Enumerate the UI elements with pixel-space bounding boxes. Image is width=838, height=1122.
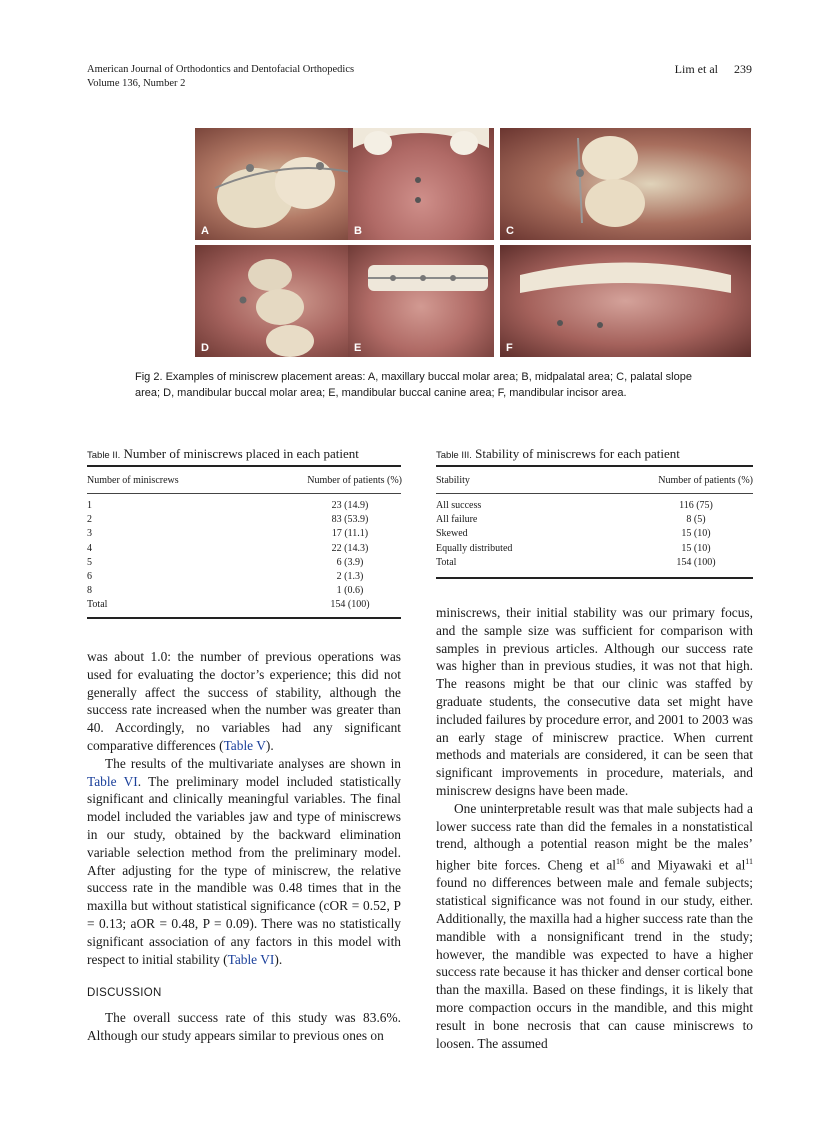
cell: 15 (10)	[681, 542, 711, 554]
text: ).	[265, 737, 274, 753]
table-row	[87, 513, 401, 527]
paragraph	[436, 800, 753, 1053]
photo-mandibular-buccal-canine	[348, 245, 494, 357]
cell: 2 (1.3)	[336, 570, 364, 582]
table-row	[436, 499, 753, 513]
panel-label: F	[506, 342, 513, 354]
table-row	[87, 499, 401, 513]
figure-2	[195, 128, 751, 355]
text: was about 1.0: the number of previous operations was used for evaluating the doctor’s experience; this did not generally affect the success of stability, although the success rate increased when the number was greater than 40. Accordingly, no variables had any significant comparative differences (	[87, 649, 401, 753]
table-3-header-col2: Number of patients (%)	[658, 475, 753, 486]
running-header-left	[87, 63, 354, 91]
cell: 3	[87, 528, 92, 540]
photo-mandibular-incisor	[500, 245, 751, 357]
table-2-body	[87, 499, 401, 613]
paragraph: miniscrews, their initial stability was our primary focus, and the sample size was sufficient for comparison with samples in previous articles. Although our success rate was higher than in previous studies, it was not that high. The reasons might be that our clinic was staffed by graduate students, the consecutive data set might have included failures by procedure error, and 2001 to 2003 was an early stage of miniscrew practice. When current methods and materials are considered, it can be seen that significant improvements in procedure, materials, and miniscrew designs have been made.	[436, 605, 753, 798]
table-2-header-rule	[87, 493, 401, 494]
text: found no differences between male and female subjects; statistical significance was not found in our study, either. Additionally, the maxilla had a higher success rate than the mandible with a nonsignificant trend in the study; however, the mandible was expected to have a higher success rate because it has thicker and denser cortical bone than the maxilla. Based on these findings, it is likely that more compaction occurs in the mandible, and this might result in bone necrosis that can cause miniscrews to loosen. The assumed	[436, 875, 753, 1051]
cell: 1 (0.6)	[336, 585, 364, 597]
cell: 8 (5)	[686, 514, 706, 526]
table-row	[87, 570, 401, 584]
paragraph: The overall success rate of this study was 83.6%. Although our study appears similar to previous ones on	[87, 1010, 401, 1043]
text: The results of the multivariate analyses are shown in	[105, 755, 401, 771]
table-3-top-rule	[436, 465, 753, 467]
panel-label: D	[201, 342, 209, 354]
table-label: Table II.	[87, 450, 121, 461]
panel-label: B	[354, 225, 362, 237]
table-2	[87, 446, 401, 464]
table-link[interactable]: Table VI	[227, 951, 275, 967]
cell: 6	[87, 570, 92, 582]
cell: 2	[87, 514, 92, 526]
cell: Skewed	[436, 528, 468, 540]
table-3-body	[436, 499, 753, 570]
left-column	[87, 648, 401, 1045]
table-label: Table III.	[436, 450, 472, 461]
journal-name: American Journal of Orthodontics and Dentofacial Orthopedics	[87, 64, 355, 75]
cell: 6 (3.9)	[336, 556, 364, 568]
table-link[interactable]: Table VI	[87, 773, 138, 789]
cell: All failure	[436, 514, 478, 526]
section-heading: DISCUSSION	[87, 987, 162, 1000]
text: and Miyawaki et al	[624, 857, 746, 873]
table-row	[87, 598, 401, 612]
reference-superscript: 11	[745, 857, 753, 867]
figure-panel-f	[500, 245, 751, 357]
cell: All success	[436, 500, 482, 511]
figure-caption: Fig 2. Examples of miniscrew placement areas: A, maxillary buccal molar area; B, midpalatal area; C, palatal slope area; D, mandibular buccal molar area; E, mandibular buccal canine area; F, mandibular incisor area.	[135, 371, 692, 399]
running-header-right	[675, 62, 752, 77]
table-row	[87, 556, 401, 570]
cell: Total	[436, 556, 457, 568]
page-number: 239	[734, 62, 752, 76]
table-title-text: Stability of miniscrews for each patient	[475, 446, 680, 461]
reference-superscript: 16	[616, 857, 625, 867]
cell: 17 (11.1)	[331, 528, 369, 540]
table-3-bottom-rule	[436, 577, 753, 579]
table-2-header-col2: Number of patients (%)	[307, 475, 402, 486]
cell: 22 (14.3)	[331, 542, 369, 554]
cell: 116 (75)	[679, 500, 713, 511]
paragraph	[87, 755, 401, 969]
cell: 154 (100)	[330, 599, 370, 611]
cell: 23 (14.9)	[331, 500, 369, 511]
cell: 154 (100)	[676, 556, 716, 568]
table-2-header-col1: Number of miniscrews	[87, 475, 179, 486]
cell: 15 (10)	[681, 528, 711, 540]
table-row	[87, 584, 401, 598]
table-3-title	[436, 446, 753, 464]
figure-panel-e	[348, 245, 494, 357]
table-row	[436, 527, 753, 541]
paragraph	[87, 648, 401, 755]
table-2-bottom-rule	[87, 617, 401, 619]
table-row	[87, 542, 401, 556]
cell: Equally distributed	[436, 542, 513, 554]
cell: 83 (53.9)	[331, 514, 369, 526]
cell: 4	[87, 542, 92, 554]
table-title-text: Number of miniscrews placed in each patient	[123, 446, 359, 461]
table-row	[436, 513, 753, 527]
text: ).	[274, 951, 283, 967]
photo-palatal-slope	[500, 128, 751, 240]
cell: 8	[87, 585, 92, 597]
table-link[interactable]: Table V	[223, 737, 266, 753]
figure-panel-b	[348, 128, 494, 240]
cell: Total	[87, 599, 108, 611]
panel-label: E	[354, 342, 362, 354]
photo-midpalatal	[348, 128, 494, 240]
figure-panel-c	[500, 128, 751, 240]
text: One uninterpretable result was that male subjects had a lower success rate than did the females in a nonstatistical trend, although a potential reason might be the males’ higher bite forces. Cheng et al	[436, 800, 753, 873]
cell: 5	[87, 556, 92, 568]
panel-label: A	[201, 225, 209, 237]
table-row	[87, 527, 401, 541]
table-2-title	[87, 446, 401, 464]
right-column	[436, 604, 753, 1052]
journal-volume: Volume 136, Number 2	[87, 78, 186, 89]
table-2-top-rule	[87, 465, 401, 467]
table-3-header-col1: Stability	[436, 475, 470, 486]
table-3-header-rule	[436, 493, 753, 494]
table-row	[436, 542, 753, 556]
text: . The preliminary model included statistically significant and clinically meaningful variables. The final model included the variables jaw and type of miniscrews in our study, obtained by the backward elimination variable selection method from the preliminary model. After adjusting for the type of miniscrew, the relative success rate in the mandible was 0.48 times that in the maxilla but without statistical significance (cOR = 0.52, P = 0.13; aOR = 0.48, P = 0.09). There was no statistically significant association of any factors in this model with respect to initial stability (	[87, 773, 401, 967]
panel-label: C	[506, 225, 514, 237]
table-row	[436, 556, 753, 570]
authors: Lim et al	[674, 62, 718, 76]
cell: 1	[87, 500, 92, 511]
table-3	[436, 446, 753, 464]
